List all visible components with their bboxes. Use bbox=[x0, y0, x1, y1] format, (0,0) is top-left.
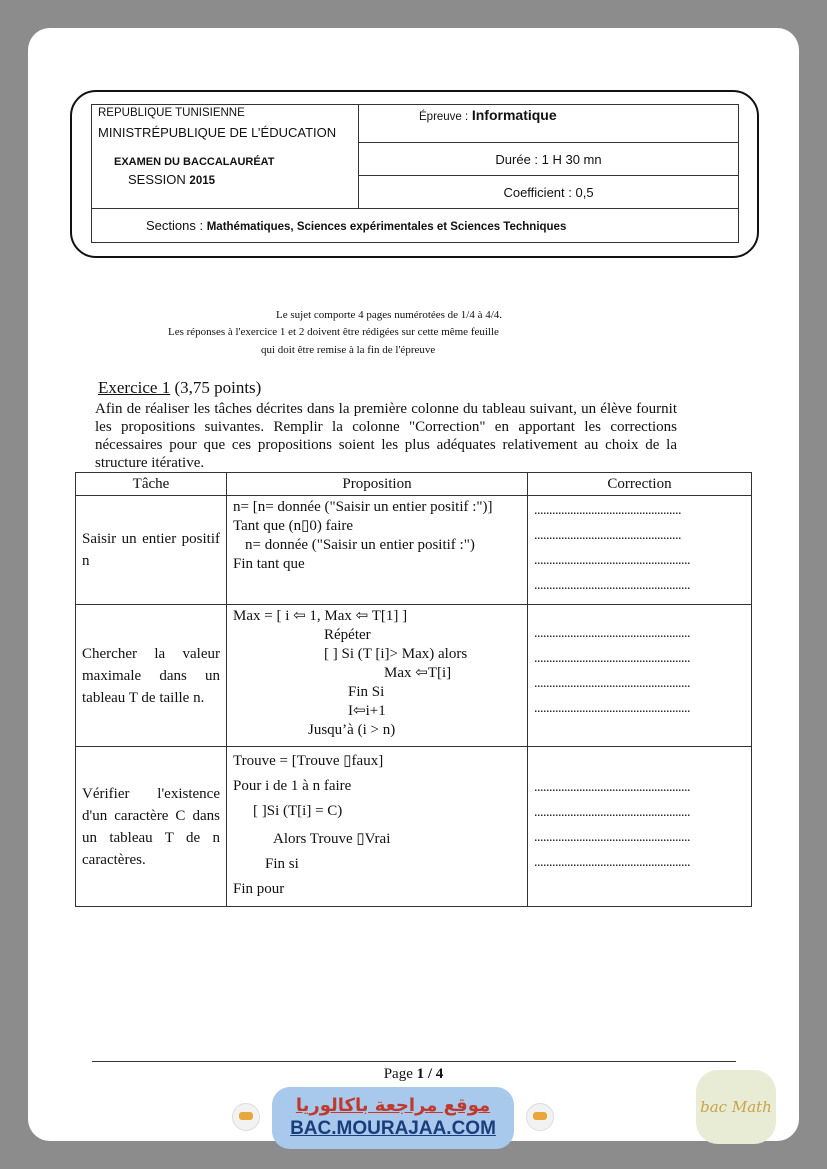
proposition-line: [ ] Si (T [i]> Max) alors bbox=[324, 646, 468, 662]
correction-cell[interactable] bbox=[528, 605, 752, 747]
coef-cell bbox=[359, 176, 739, 209]
header-institution-cell bbox=[92, 105, 359, 209]
proposition-line: n= [n= donnée ("Saisir un entier positif :")] bbox=[233, 499, 493, 515]
exercise-name: Exercice 1 bbox=[98, 378, 171, 397]
intro-line: Les réponses à l'exercice 1 et 2 doivent être rédigées sur cette même feuille bbox=[168, 326, 499, 338]
proposition-line: Max ⇦T[i] bbox=[384, 665, 452, 681]
banner-url-link[interactable]: BAC.MOURAJAA.COM bbox=[290, 1118, 496, 1139]
exam-label: EXAMEN DU BACCALAURÉAT bbox=[114, 156, 275, 168]
proposition-cell bbox=[227, 605, 528, 747]
exercise-table bbox=[75, 472, 752, 907]
correction-cell[interactable] bbox=[528, 496, 752, 605]
proposition-line: Fin pour bbox=[233, 881, 285, 897]
intro-text bbox=[0, 305, 827, 360]
column-header: Tâche bbox=[76, 473, 227, 496]
session-word: SESSION bbox=[128, 172, 186, 187]
proposition-cell bbox=[227, 747, 528, 907]
proposition-line: Max = [ i ⇦ 1, Max ⇦ T[1] ] bbox=[233, 608, 408, 624]
correction-line[interactable]: .................................................... bbox=[534, 701, 690, 716]
sections-label: Sections : bbox=[146, 218, 204, 233]
sections-cell bbox=[92, 209, 739, 243]
session-label bbox=[92, 170, 358, 189]
header-table bbox=[91, 104, 739, 243]
correction-cell[interactable] bbox=[528, 747, 752, 907]
correction-line[interactable]: ................................................. bbox=[534, 528, 681, 543]
correction-line[interactable]: .................................................... bbox=[534, 553, 690, 568]
intro-line: qui doit être remise à la fin de l'épreuve bbox=[261, 344, 436, 356]
table-row bbox=[76, 496, 752, 605]
proposition-line: Fin tant que bbox=[233, 556, 305, 572]
site-banner[interactable] bbox=[272, 1087, 514, 1149]
coefficient-label: Coefficient : 0,5 bbox=[503, 184, 594, 200]
proposition-line: Alors Trouve ▯Vrai bbox=[273, 831, 391, 847]
page-value: 1 / 4 bbox=[416, 1066, 444, 1082]
epreuve-value: Informatique bbox=[471, 107, 557, 123]
column-header: Correction bbox=[528, 473, 752, 496]
proposition-line: Tant que (n▯0) faire bbox=[233, 518, 354, 534]
proposition-line: Trouve = [Trouve ▯faux] bbox=[233, 753, 384, 769]
task-cell: Vérifier l'existence d'un caractère C dans un tableau T de n caractères. bbox=[76, 747, 227, 907]
duree-label: Durée : 1 H 30 mn bbox=[495, 151, 602, 167]
bac-math-logo: bac Math bbox=[696, 1070, 776, 1144]
correction-line[interactable]: .................................................... bbox=[534, 855, 690, 870]
proposition-line: Pour i de 1 à n faire bbox=[233, 778, 352, 794]
exercise-points: (3,75 points) bbox=[174, 378, 262, 397]
table-row bbox=[76, 747, 752, 907]
page-label: Page bbox=[383, 1066, 413, 1082]
session-year: 2015 bbox=[189, 175, 216, 187]
banner-arabic-text[interactable]: موقع مراجعة باكالوريا bbox=[295, 1095, 491, 1116]
republic-label: REPUBLIQUE TUNISIENNE bbox=[98, 107, 245, 119]
proposition-cell bbox=[227, 496, 528, 605]
proposition-line: Jusqu’à (i > n) bbox=[308, 722, 396, 738]
correction-line[interactable]: .................................................... bbox=[534, 651, 690, 666]
ministry-label: MINISTRÉPUBLIQUE DE L’ÉDUCATION bbox=[98, 125, 337, 140]
task-cell: Chercher la valeur maximale dans un tableau T de taille n. bbox=[76, 605, 227, 747]
proposition-line: I⇦i+1 bbox=[348, 703, 386, 719]
correction-line[interactable]: .................................................... bbox=[534, 780, 690, 795]
proposition-line: Fin Si bbox=[348, 684, 385, 700]
table-header-row bbox=[76, 473, 752, 496]
correction-line[interactable]: .................................................... bbox=[534, 805, 690, 820]
exercise-title bbox=[98, 378, 261, 398]
epreuve-cell bbox=[359, 105, 739, 143]
proposition-line: Fin si bbox=[265, 856, 299, 872]
table-row bbox=[76, 605, 752, 747]
footer-divider bbox=[92, 1061, 736, 1062]
correction-line[interactable]: ................................................. bbox=[534, 503, 681, 518]
correction-line[interactable]: .................................................... bbox=[534, 676, 690, 691]
proposition-line: n= donnée ("Saisir un entier positif :") bbox=[245, 537, 475, 553]
epreuve-label: Épreuve : bbox=[419, 111, 469, 123]
intro-line: Le sujet comporte 4 pages numérotées de 1/4 à 4/4. bbox=[276, 309, 503, 321]
correction-line[interactable]: .................................................... bbox=[534, 830, 690, 845]
exercise-statement: Afin de réaliser les tâches décrites dans la première colonne du tableau suivant, un élève fournit les propositions suivantes. Remplir la colonne "Correction" en apportant les corrections nécessaires pour que ces propositions soient les plus adéquates relativement au choix de la structure itérative. bbox=[95, 401, 677, 471]
column-header: Proposition bbox=[227, 473, 528, 496]
sections-value: Mathématiques, Sciences expérimentales et Sciences Techniques bbox=[206, 221, 567, 233]
correction-line[interactable]: .................................................... bbox=[534, 578, 690, 593]
proposition-line: [ ]Si (T[i] = C) bbox=[253, 803, 343, 819]
proposition-line: Répéter bbox=[324, 627, 371, 643]
site-logo-icon bbox=[232, 1103, 260, 1131]
site-logo-icon bbox=[526, 1103, 554, 1131]
task-cell: Saisir un entier positif n bbox=[76, 496, 227, 605]
correction-line[interactable]: .................................................... bbox=[534, 626, 690, 641]
duree-cell bbox=[359, 143, 739, 176]
